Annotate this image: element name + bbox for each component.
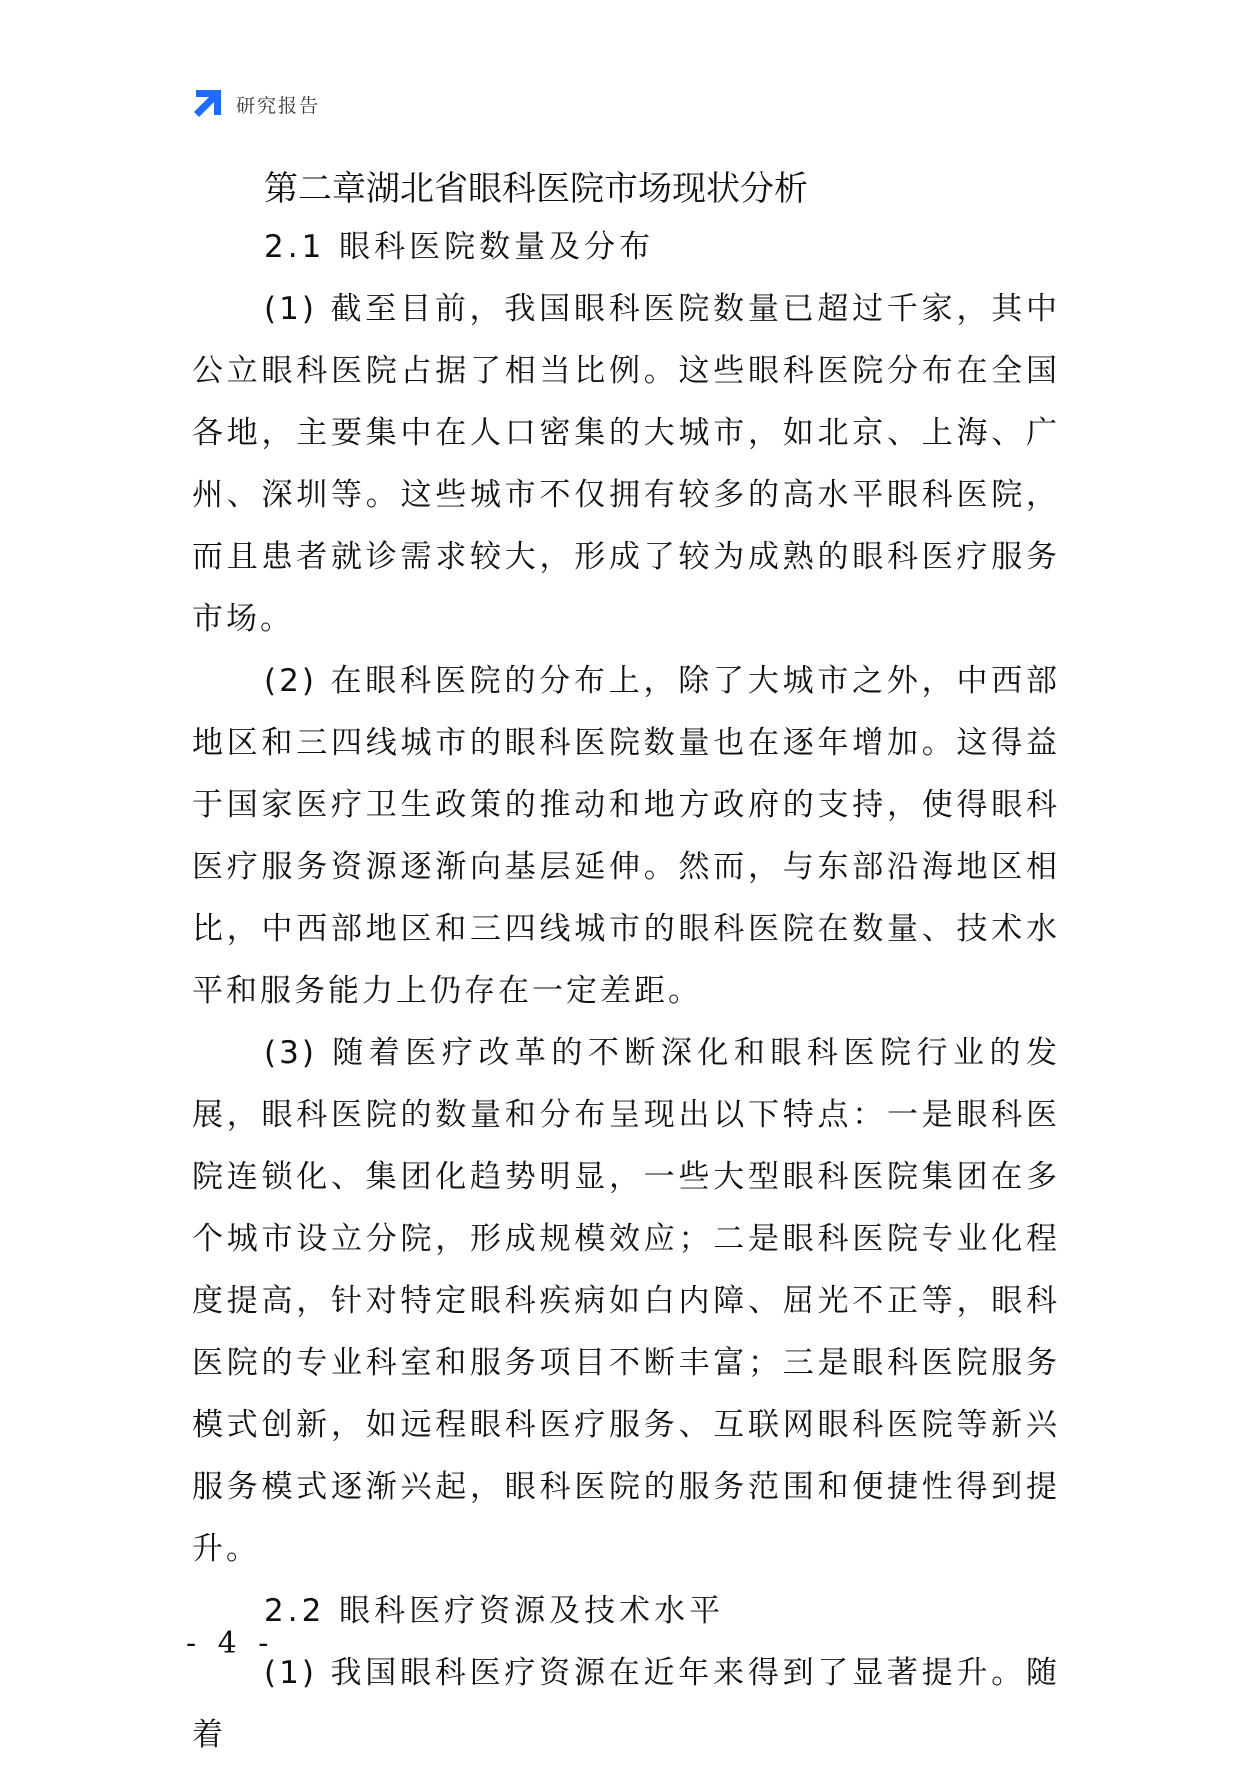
document-body: [192, 162, 1060, 1766]
paragraph: (2) 在眼科医院的分布上，除了大城市之外，中西部地区和三四线城市的眼科医院数量也在逐年增加。这得益于国家医疗卫生政策的推动和地方政府的支持，使得眼科医疗服务资源逐渐向基层延伸。然而，与东部沿海地区相比，中西部地区和三四线城市的眼科医院在数量、技术水平和服务能力上仍存在一定差距。: [192, 663, 1060, 1009]
paragraph: (1) 截至目前，我国眼科医院数量已超过千家，其中公立眼科医院占据了相当比例。这些眼科医院分布在全国各地，主要集中在人口密集的大城市，如北京、上海、广州、深圳等。这些城市不仅拥有较多的高水平眼科医院，而且患者就诊需求较大，形成了较为成熟的眼科医疗服务市场。: [192, 291, 1060, 637]
page-header: [190, 86, 320, 122]
section-title: 2.1 眼科医院数量及分布: [264, 229, 655, 265]
chapter-title: 第二章湖北省眼科医院市场现状分析: [264, 169, 808, 209]
section-title: 2.2 眼科医疗资源及技术水平: [264, 1593, 725, 1629]
paragraph: (3) 随着医疗改革的不断深化和眼科医院行业的发展，眼科医院的数量和分布呈现出以下特点：一是眼科医院连锁化、集团化趋势明显，一些大型眼科医院集团在多个城市设立分院，形成规模效应；二是眼科医院专业化程度提高，针对特定眼科疾病如白内障、屈光不正等，眼科医院的专业科室和服务项目不断丰富；三是眼科医院服务模式创新，如远程眼科医疗服务、互联网眼科医院等新兴服务模式逐渐兴起，眼科医院的服务范围和便捷性得到提升。: [192, 1035, 1060, 1567]
paragraph: (1) 我国眼科医疗资源在近年来得到了显著提升。随着: [192, 1655, 1060, 1753]
arrow-logo-icon: [190, 87, 224, 121]
header-label: 研究报告: [236, 94, 321, 117]
page-number: - 4 -: [186, 1626, 275, 1661]
